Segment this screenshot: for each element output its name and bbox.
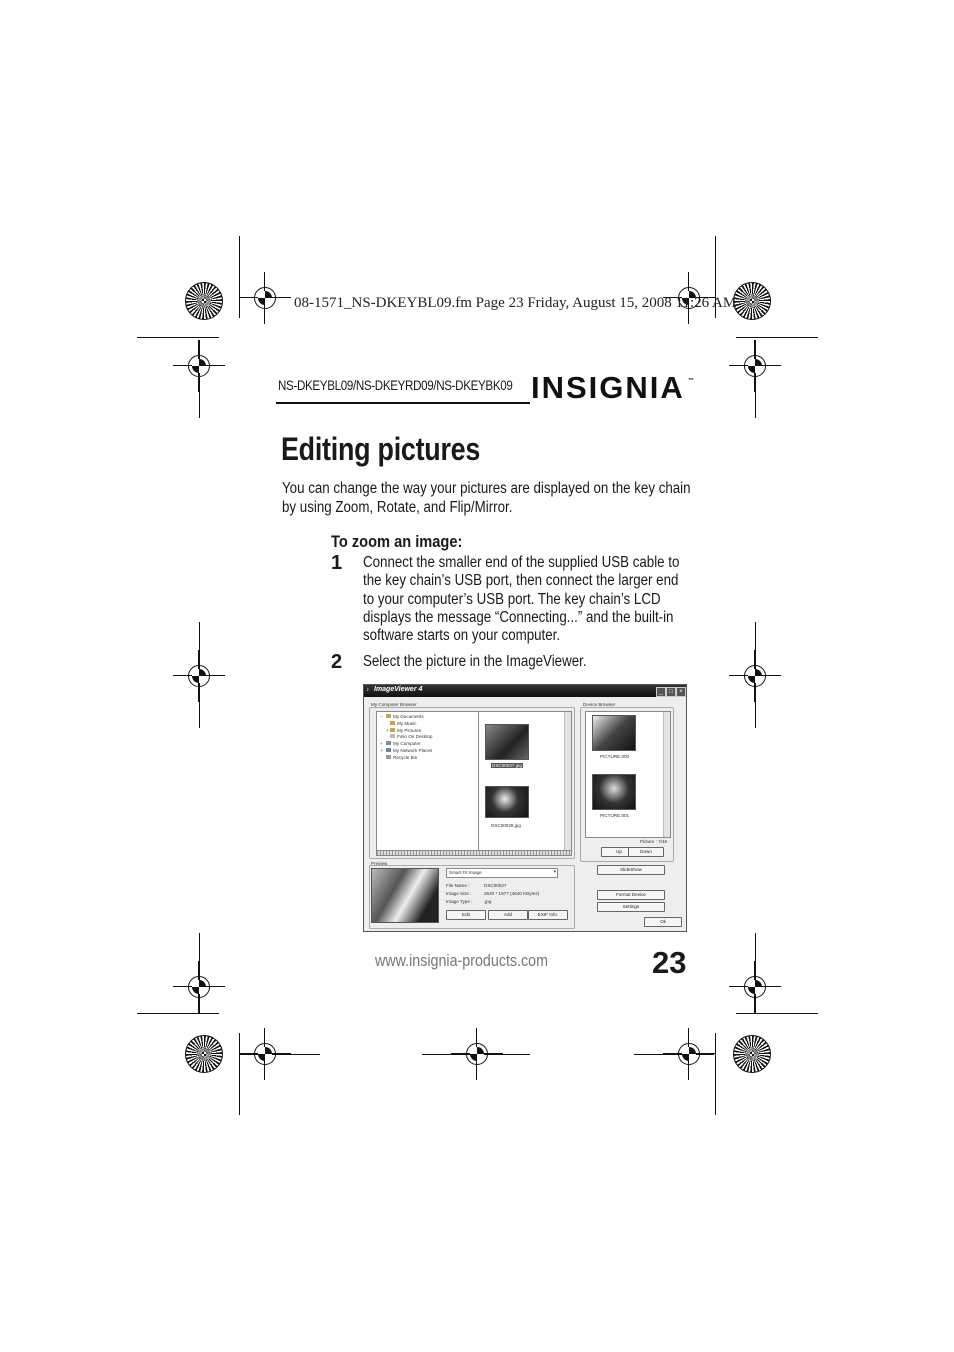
horizontal-scrollbar[interactable] bbox=[376, 850, 572, 856]
registration-mark bbox=[741, 662, 769, 690]
folder-tree[interactable] bbox=[376, 711, 480, 851]
registration-mark bbox=[251, 1040, 279, 1068]
procedure-heading: To zoom an image: bbox=[331, 532, 463, 551]
tree-item-label: Recycle Bin bbox=[393, 754, 418, 760]
device-browser-label: Device Browser bbox=[583, 702, 616, 707]
window-title-bar bbox=[364, 685, 686, 697]
trademark-symbol: ™ bbox=[688, 378, 694, 384]
registration-mark bbox=[741, 973, 769, 1001]
edit-button[interactable]: Edit bbox=[446, 910, 486, 920]
tree-item-label: My Documents bbox=[393, 714, 424, 719]
vertical-scrollbar[interactable] bbox=[564, 712, 571, 850]
file-icon bbox=[390, 734, 395, 738]
recycle-bin-icon bbox=[386, 755, 391, 759]
up-button[interactable]: Up bbox=[601, 847, 637, 857]
tree-expander[interactable]: + bbox=[380, 741, 383, 747]
intro-paragraph: You can change the way your pictures are displayed on the key chain by using Zoom, Rotate, and Flip/Mirror. bbox=[282, 480, 691, 516]
fit-mode-value: Smart Fit Image bbox=[449, 870, 482, 875]
registration-mark bbox=[675, 1040, 703, 1068]
minimize-button[interactable]: _ bbox=[656, 687, 666, 697]
tree-item-label: My Pictures bbox=[397, 727, 421, 733]
section-title: Editing pictures bbox=[281, 431, 481, 467]
photo-thumbnail[interactable] bbox=[485, 724, 529, 760]
folder-icon bbox=[390, 728, 395, 732]
tree-expander[interactable]: + bbox=[380, 747, 383, 753]
chevron-down-icon[interactable]: ▾ bbox=[553, 869, 556, 874]
page-number: 23 bbox=[652, 945, 687, 980]
settings-button[interactable]: Settings bbox=[597, 902, 665, 912]
device-thumbnail-list[interactable] bbox=[585, 711, 671, 838]
thumbnail-caption[interactable]: PICTURE.001 bbox=[600, 813, 630, 818]
thumbnail-caption[interactable]: PICTURE.000 bbox=[600, 754, 630, 759]
starburst-mark bbox=[733, 1035, 771, 1073]
fit-mode-select[interactable] bbox=[446, 868, 558, 878]
registration-mark bbox=[185, 662, 213, 690]
ok-button[interactable]: Ok bbox=[644, 917, 682, 927]
registration-mark bbox=[185, 973, 213, 1001]
registration-mark bbox=[251, 284, 279, 312]
exif-info-button[interactable]: EXIF Info. bbox=[528, 910, 568, 920]
computer-browser-label: My Computer Browser bbox=[371, 702, 417, 707]
info-value: DSC00027 bbox=[484, 883, 507, 888]
tree-item-label: My Computer bbox=[393, 741, 421, 747]
info-label: File Name : bbox=[446, 883, 470, 888]
down-button[interactable]: Down bbox=[628, 847, 664, 857]
slideshow-button[interactable]: SlideShow bbox=[597, 865, 665, 875]
info-label: Image Size : bbox=[446, 891, 472, 896]
registration-mark bbox=[185, 352, 213, 380]
network-icon bbox=[386, 748, 391, 752]
starburst-mark bbox=[185, 282, 223, 320]
picture-count: Picture : 7/46 bbox=[640, 839, 668, 844]
registration-mark bbox=[741, 352, 769, 380]
info-label: Image Type : bbox=[446, 899, 473, 904]
header-model-numbers: NS-DKEYBL09/NS-DKEYRD09/NS-DKEYBK09 bbox=[278, 378, 513, 393]
imageviewer-screenshot bbox=[363, 684, 687, 932]
preview-image bbox=[371, 868, 439, 923]
add-button[interactable]: Add bbox=[488, 910, 528, 920]
file-thumbnail-list[interactable] bbox=[478, 711, 572, 851]
folder-icon bbox=[386, 714, 391, 718]
tree-item-label: Folio On Desktop bbox=[397, 734, 433, 740]
step-number: 2 bbox=[331, 651, 343, 673]
step-number: 1 bbox=[331, 552, 343, 574]
tree-item-label: My Music bbox=[397, 720, 417, 726]
vertical-scrollbar[interactable] bbox=[663, 712, 670, 837]
window-title: ImageViewer 4 bbox=[374, 686, 423, 693]
header-rule bbox=[276, 402, 530, 404]
starburst-mark bbox=[733, 282, 771, 320]
print-slug: 08-1571_NS-DKEYBL09.fm Page 23 Friday, August 15, 2008 11:26 AM bbox=[294, 295, 737, 311]
tree-expander[interactable]: − bbox=[380, 714, 383, 719]
registration-mark bbox=[463, 1040, 491, 1068]
thumbnail-caption[interactable]: DSC00028.jpg bbox=[491, 823, 521, 828]
maximize-button[interactable]: □ bbox=[666, 687, 676, 697]
preview-label: Preview bbox=[371, 861, 388, 866]
photo-thumbnail[interactable] bbox=[592, 715, 636, 751]
step-text: Select the picture in the ImageViewer. bbox=[363, 653, 587, 670]
folder-icon bbox=[390, 721, 395, 725]
photo-thumbnail[interactable] bbox=[592, 774, 636, 810]
footer-url: www.insignia-products.com bbox=[375, 951, 549, 970]
starburst-mark bbox=[185, 1035, 223, 1073]
info-value: .jpg bbox=[484, 899, 492, 904]
tree-item-label: My Network Places bbox=[393, 747, 433, 753]
photo-thumbnail[interactable] bbox=[485, 786, 529, 818]
info-value: 2640 * 1977 (4640 KBytes) bbox=[484, 891, 540, 896]
thumbnail-caption-selected[interactable]: DSC00027.jpg bbox=[492, 763, 522, 768]
format-device-button[interactable]: Format Device bbox=[597, 890, 665, 900]
tree-expander[interactable]: + bbox=[386, 727, 389, 733]
music-note-icon: ♪ bbox=[366, 687, 369, 693]
computer-icon bbox=[386, 741, 391, 745]
insignia-logo: INSIGNIA bbox=[531, 370, 685, 405]
close-button[interactable]: × bbox=[676, 687, 686, 697]
step-text: Connect the smaller end of the supplied USB cable to the key chain’s USB port, then connect the larger end to your computer’s USB port. The key chain’s LCD displays the message “Connecting...” and the built-in software starts on your computer. bbox=[363, 554, 680, 645]
